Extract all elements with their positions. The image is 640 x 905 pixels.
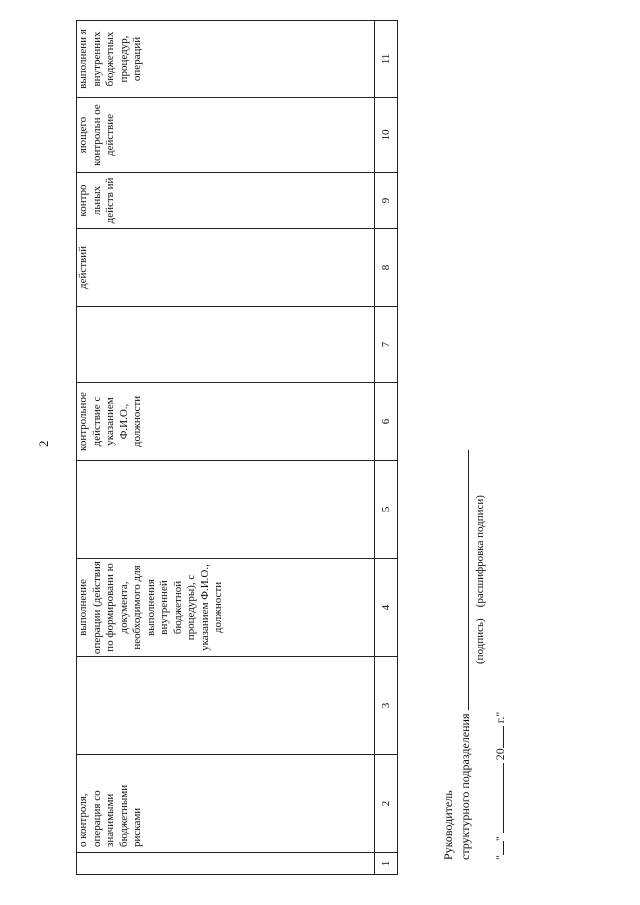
date-quote-close: " — [493, 836, 507, 842]
signature-title-row — [456, 400, 486, 860]
signature-captions — [472, 495, 488, 664]
header-cell-2: о контроля, операция со значимыми бюджетными рисками — [77, 755, 375, 853]
caption-decoding: (расшифровка подписи) — [474, 495, 486, 608]
date-month-line — [491, 763, 504, 833]
header-cell-9: контро льных действ ий — [77, 173, 375, 229]
column-number-9: 9 — [375, 173, 398, 229]
date-quote-open: " — [493, 855, 507, 860]
column-number-6: 6 — [375, 383, 398, 461]
column-number-row — [375, 21, 398, 875]
signature-block — [440, 400, 507, 860]
signature-date-row — [491, 400, 508, 860]
form-table — [76, 20, 398, 875]
date-day-line — [491, 841, 504, 855]
date-year-prefix: 20 — [493, 748, 507, 761]
header-cell-1 — [77, 853, 375, 875]
header-cell-7 — [77, 307, 375, 383]
date-year-line — [491, 726, 504, 748]
header-cell-3 — [77, 657, 375, 755]
date-year-suffix: г." — [493, 711, 507, 724]
header-cell-5 — [77, 461, 375, 559]
column-number-3: 3 — [375, 657, 398, 755]
page-number: 2 — [36, 440, 51, 447]
header-cell-8: действий — [77, 229, 375, 307]
header-cell-4: выполнение операции (действия по формировани ю документа, необходимого для выполнения внутренней бюджетной процедуры), с указанием Ф.И.О., должности — [77, 559, 375, 657]
header-cell-6: контрольное действие с указанием Ф.И.О., должности — [77, 383, 375, 461]
column-number-10: 10 — [375, 98, 398, 173]
column-number-2: 2 — [375, 755, 398, 853]
column-number-7: 7 — [375, 307, 398, 383]
column-number-8: 8 — [375, 229, 398, 307]
signature-title-line2: структурного подразделения — [458, 713, 472, 860]
column-number-5: 5 — [375, 461, 398, 559]
signature-title-line1: Руководитель — [441, 790, 455, 860]
header-cell-11: выполнени я внутренних бюджетных процедур, операций — [77, 21, 375, 98]
column-number-4: 4 — [375, 559, 398, 657]
column-number-11: 11 — [375, 21, 398, 98]
column-number-1: 1 — [375, 853, 398, 875]
header-cell-10: яющего контрольн ое действие — [77, 98, 375, 173]
header-row — [77, 21, 375, 875]
form-table-wrapper — [76, 21, 398, 875]
caption-signature: (подпись) — [474, 618, 486, 664]
signature-line — [456, 450, 469, 710]
